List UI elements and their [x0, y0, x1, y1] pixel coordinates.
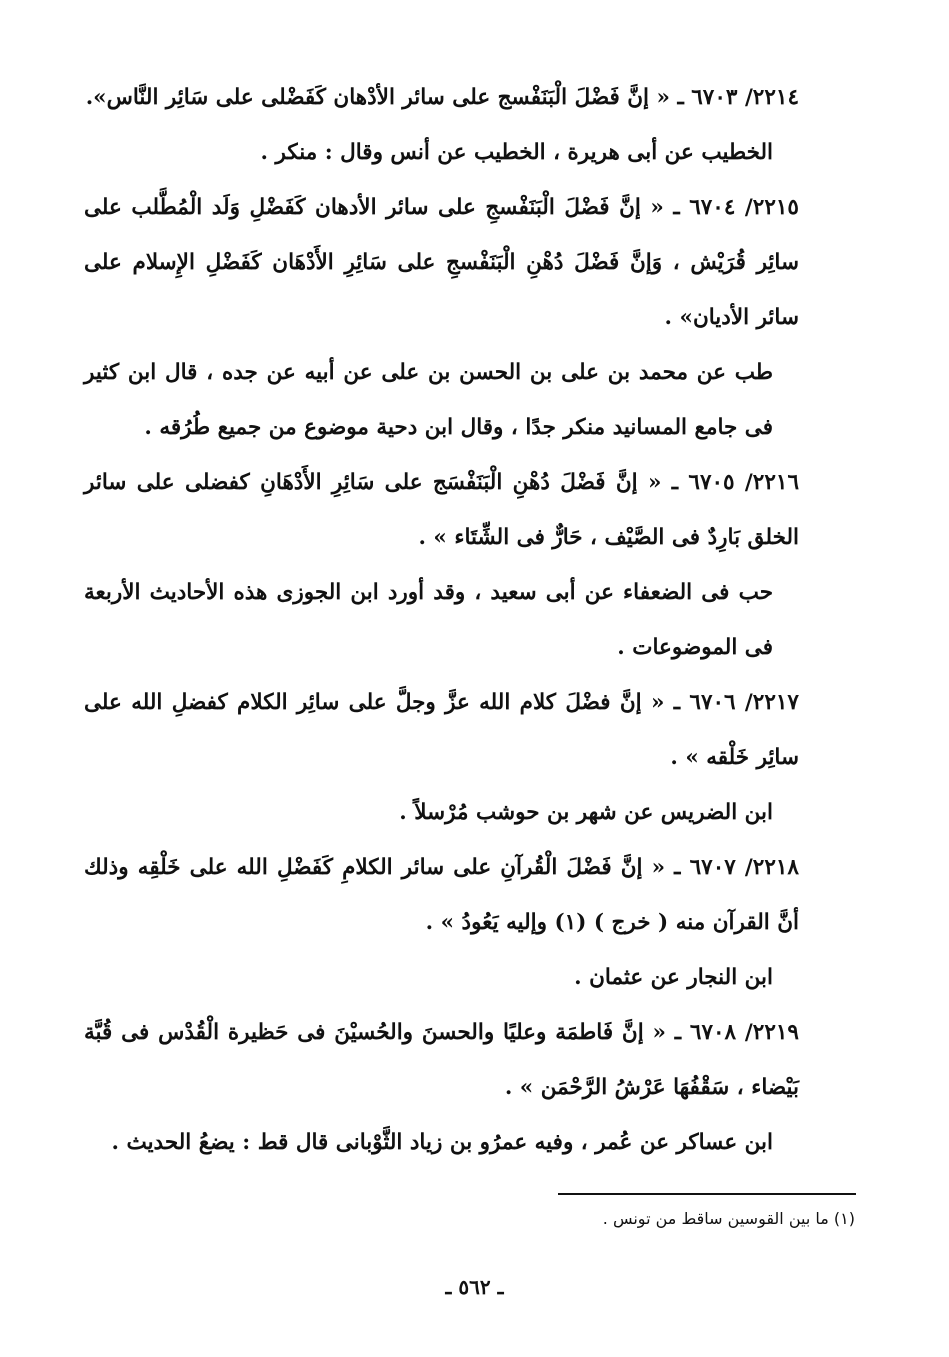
hadith-entry: [84, 675, 799, 785]
hadith-number: ٢٢١٦/ ٦٧٠٥ ـ: [671, 470, 799, 495]
hadith-source: حب فى الضعفاء عن أبى سعيد ، وقد أورد ابن الجوزى هذه الأحاديث الأربعة فى الموضوعات .: [84, 580, 773, 660]
hadith-source: الخطيب عن أبى هريرة ، الخطيب عن أنس وقال : منكر .: [260, 140, 773, 165]
hadith-text: « إنَّ فَضْلَ الْبَنَفْسجِ على سائر الأدهان كَفَضْلِ وَلَد الْمُطَّلب على سائِر قُرَيْش ، وَإنَّ فَضْلَ دُهْنِ الْبَنَفْسجِ على سَائِرِ الأَدْهَان كَفَضْلِ الإِسلام على سائر الأديان» .: [84, 195, 799, 330]
hadith-source: ابن عساكر عن عُمر ، وفيه عمرُو بن زياد الثَّوْبانى قال قط : يضعُ الحديث .: [111, 1130, 773, 1155]
footnote: (١) ما بين القوسين ساقط من تونس .: [602, 1209, 855, 1228]
hadith-source: ابن النجار عن عثمان .: [574, 965, 773, 990]
hadith-entry: [84, 840, 799, 950]
hadith-entry: [84, 180, 799, 345]
page-number: ـ ٥٦٢ ـ: [445, 1275, 504, 1299]
hadith-number: ٢٢١٥/ ٦٧٠٤ ـ: [673, 195, 799, 220]
hadith-number: ٢٢١٧/ ٦٧٠٦ ـ: [673, 690, 799, 715]
hadith-number: ٢٢١٤/ ٦٧٠٣ ـ: [677, 85, 799, 110]
hadith-list: [84, 70, 799, 1170]
hadith-source: طب عن محمد بن على بن الحسن بن على عن أبيه عن جده ، قال ابن كثير فى جامع المسانيد منكر جدًا ، وقال ابن دحية موضوع من جميع طُرُقه .: [84, 360, 773, 440]
hadith-entry: [84, 455, 799, 565]
hadith-text: « إنَّ فَاطمَة وعليًا والحسنَ والحُسيْنَ فى حَظيرة الْقُدْس فى قُبَّة بَيْضاء ، سَقْفُهَا عَرْشُ الرَّحْمَن » .: [84, 1020, 799, 1100]
hadith-number: ٢٢١٨/ ٦٧٠٧ ـ: [674, 855, 799, 880]
hadith-entry: [84, 70, 799, 125]
hadith-text: « إنَّ فضْلَ كلام الله عزَّ وجلَّ على سائِر الكلام كفضلِ الله على سائِر خَلْقه » .: [84, 690, 799, 770]
hadith-text: « إنَّ فَضْلَ دُهْنِ الْبَنَفْسَج على سَائِرِ الأَدْهَانِ كفضلى على سائر الخلق بَارِدٌ فى الصَّيْف ، حَارٌّ فى الشِّتَاء » .: [84, 470, 799, 550]
hadith-source: ابن الضريس عن شهر بن حوشب مُرْسلاً .: [399, 800, 773, 825]
footnote-divider: [558, 1193, 856, 1195]
hadith-text: « إنَّ فَضْلَ الْبَنَفْسج على سائر الأدْهان كَفَضْلى على سَائِر النَّاس».: [85, 85, 670, 110]
hadith-number: ٢٢١٩/ ٦٧٠٨ ـ: [674, 1020, 799, 1045]
hadith-entry: [84, 1005, 799, 1115]
hadith-text: « إنَّ فَضْلَ الْقُرآنِ على سائر الكلامِ كَفَضْلِ الله على خَلْقِه وذلك أنَّ القرآن منه ( خرج ) (١) وإليه يَعُودُ » .: [84, 855, 799, 935]
